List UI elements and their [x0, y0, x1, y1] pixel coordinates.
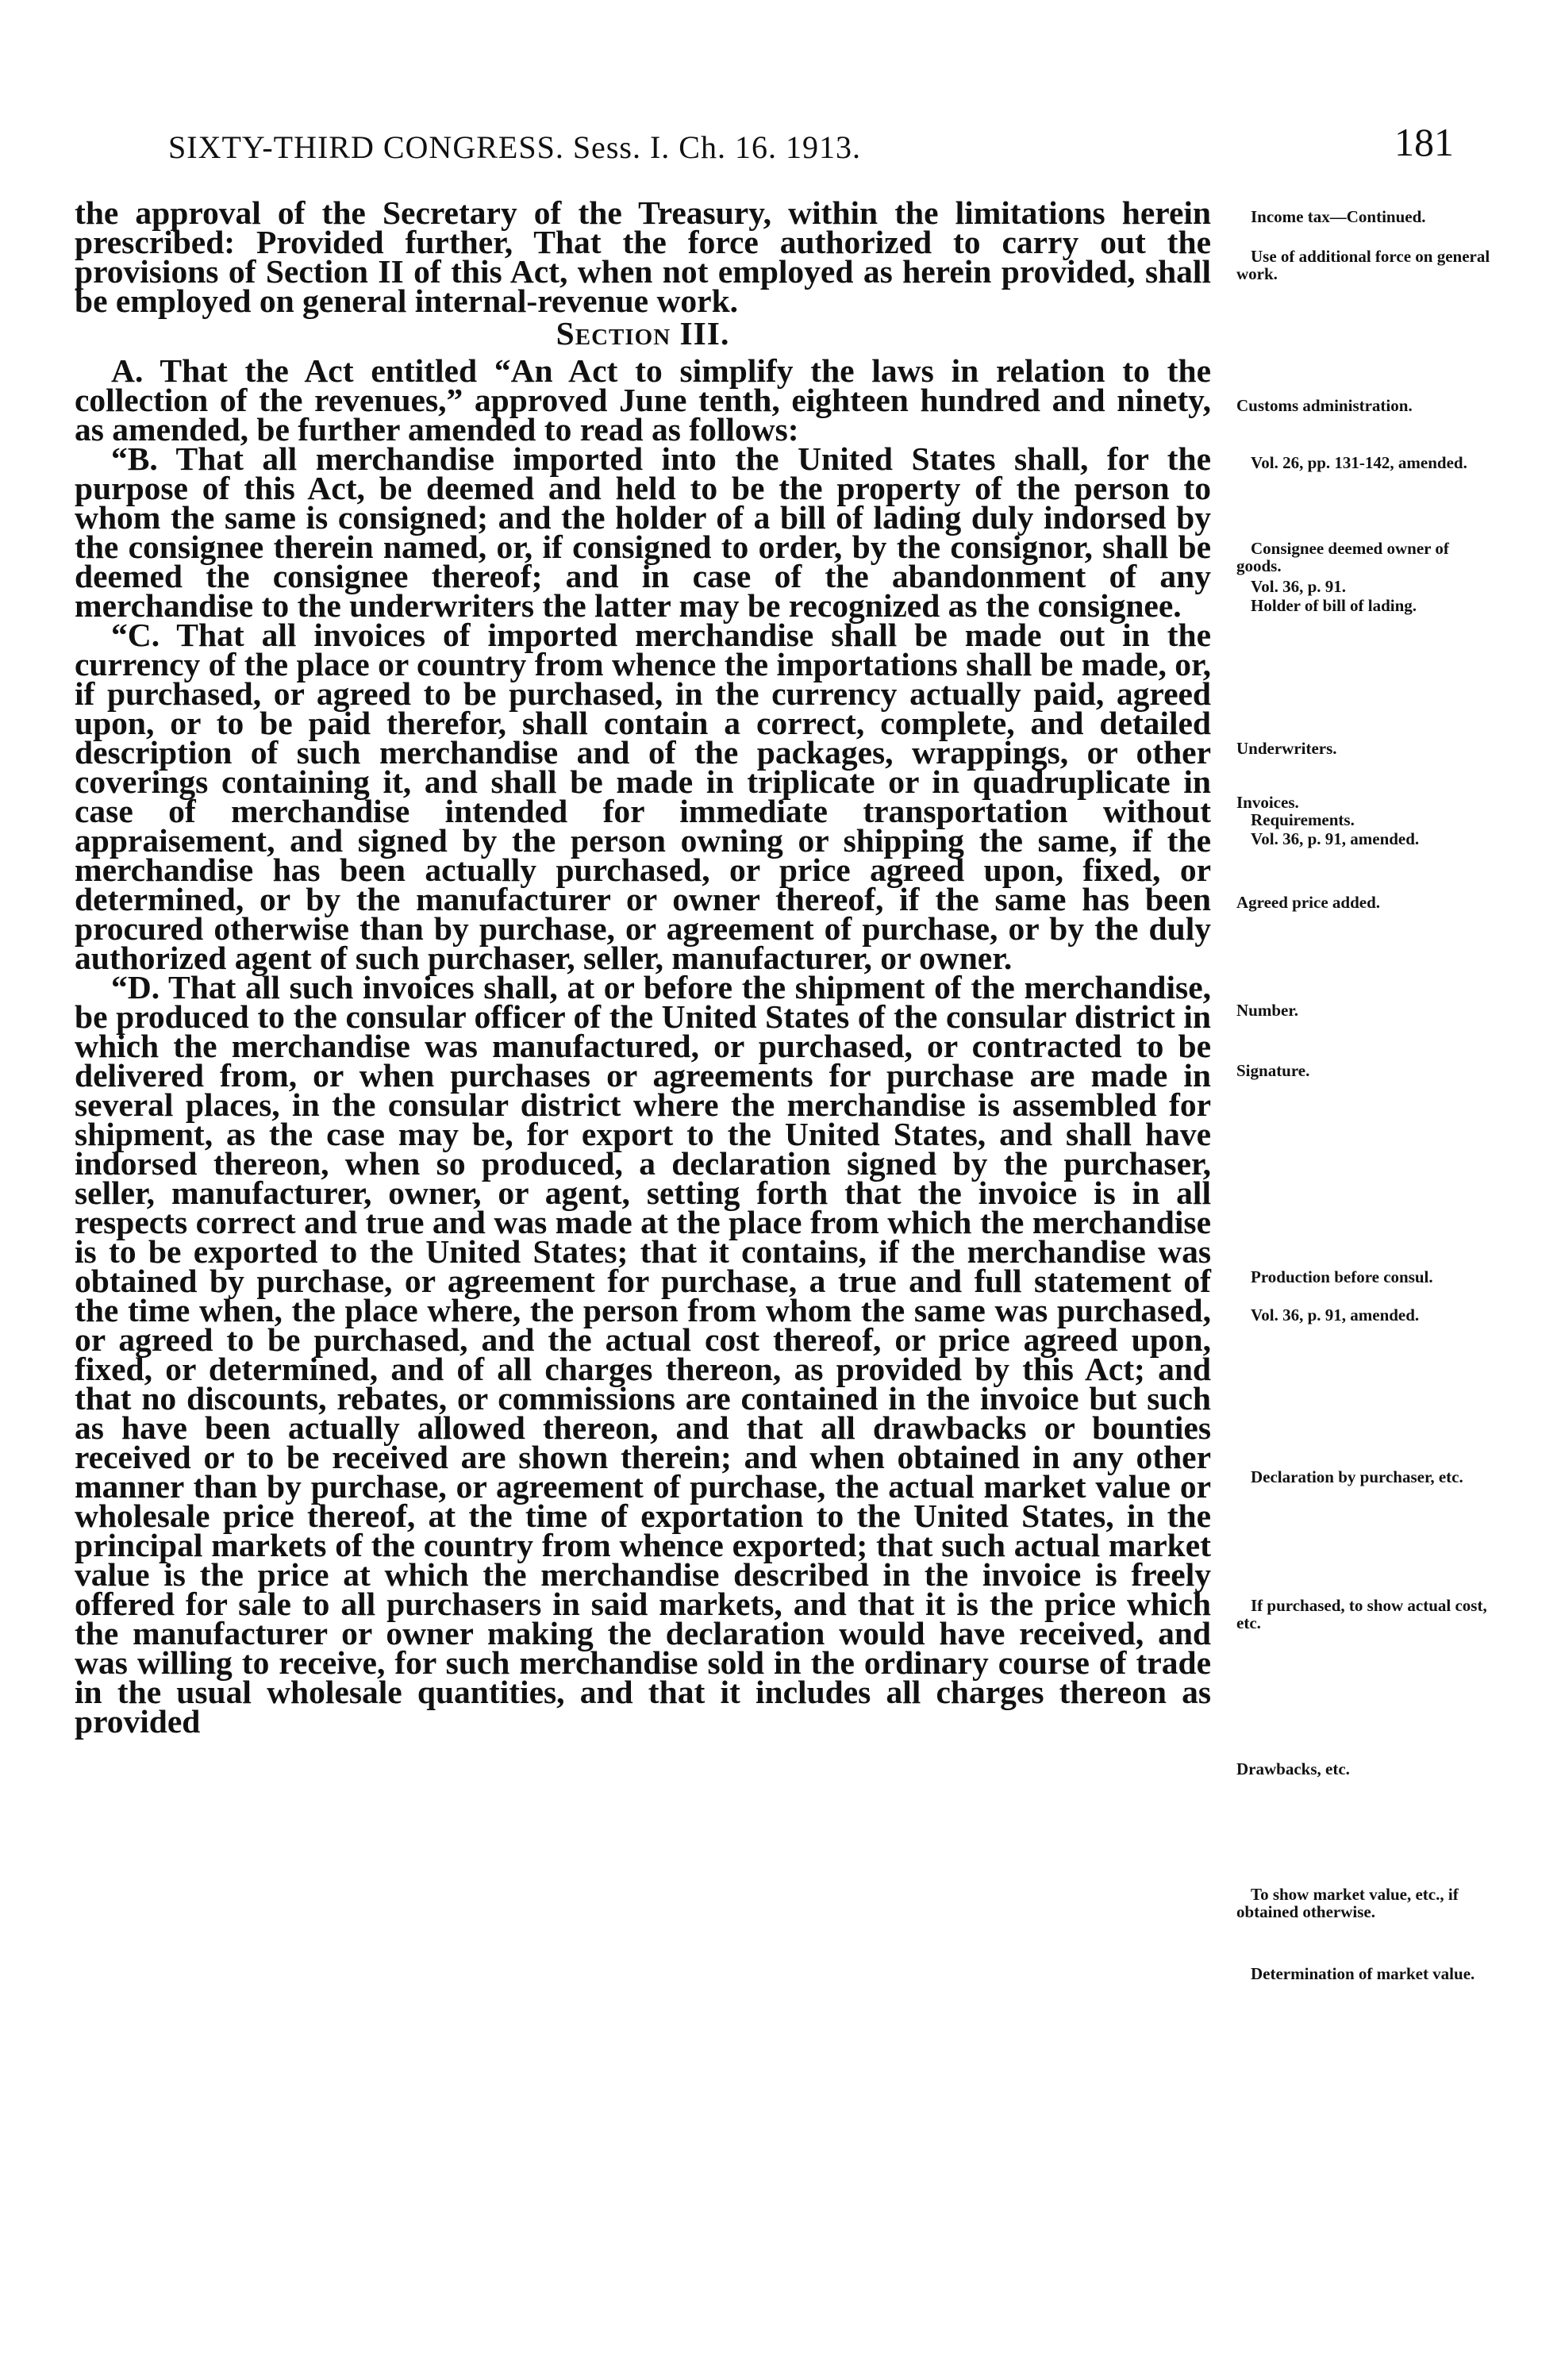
- margin-note-declaration: Declaration by purchaser, etc.: [1251, 1467, 1463, 1486]
- margin-note-market-value: To show market value, etc., if obtained otherwise.: [1236, 1885, 1459, 1921]
- margin-note-income-tax: Income tax—Continued.: [1251, 207, 1426, 226]
- margin-note-actual-cost: If purchased, to show actual cost, etc.: [1236, 1596, 1487, 1632]
- margin-note-invoices: Invoices.: [1236, 793, 1299, 812]
- margin-note-number: Number.: [1236, 1001, 1298, 1020]
- margin-note-customs: Customs administration.: [1236, 396, 1413, 415]
- margin-note-vol36-c: Vol. 36, p. 91, amended.: [1251, 1305, 1420, 1325]
- margin-note-drawbacks: Drawbacks, etc.: [1236, 1759, 1350, 1778]
- margin-note-signature: Signature.: [1236, 1061, 1310, 1080]
- margin-note-determination: Determination of market value.: [1251, 1964, 1475, 1983]
- margin-note-consignee: Consignee deemed owner of goods.: [1236, 539, 1449, 575]
- running-head-title: SIXTY-THIRD CONGRESS. Sess. I. Ch. 16. 1913.: [168, 129, 861, 165]
- margin-note-vol26: Vol. 26, pp. 131-142, amended.: [1251, 453, 1467, 472]
- margin-note-underwriters: Underwriters.: [1236, 739, 1337, 758]
- page-number: 181: [1394, 120, 1454, 164]
- paragraph-a: A. That the Act entitled “An Act to simplify the laws in relation to the collection of the revenues,” approved June tenth, eighteen hundred and ninety, as amended, be further amended to read as follows:: [75, 352, 1211, 448]
- running-head: [168, 119, 1454, 175]
- margin-note-production: Production before consul.: [1251, 1267, 1433, 1286]
- main-text-column: [75, 194, 1211, 1740]
- paragraph-c: “C. That all invoices of imported merchandise shall be made out in the currency of the place or country from whence the importations shall be made, or, if purchased, or agreed to be purchased, in the currency actually paid, agreed upon, or to be paid therefor, shall contain a correct, complete, and detailed description of such merchandise and of the packages, wrappings, or other coverings containing it, and shall be made in triplicate or in quadruplicate in case of merchandise intended for immediate transportation without appraisement, and signed by the person owning or shipping the same, if the merchandise has been actually purchased, or price agreed upon, fixed, or determined, or by the manufacturer or owner thereof, if the same has been procured otherwise than by purchase, or agreement of purchase, or by the duly authorized agent of such purchaser, seller, manufacturer, or owner.: [75, 617, 1211, 976]
- paragraph-b: “B. That all merchandise imported into the United States shall, for the purpose of this Act, be deemed and held to be the property of the person to whom the same is consigned; and the holder of a bill of lading duly indorsed by the consignee therein named, or, if consigned to order, by the consignor, shall be deemed the consignee thereof; and in case of the abandonment of any merchandise to the underwriters the latter may be recognized as the consignee.: [75, 440, 1211, 624]
- margin-note-holder: Holder of bill of lading.: [1251, 596, 1417, 615]
- margin-note-additional-force: Use of additional force on general work.: [1236, 247, 1490, 283]
- paragraph-d: “D. That all such invoices shall, at or before the shipment of the merchandise, be produced to the consular officer of the United States of the consular district in which the merchandise was manufactured, or purchased, or contracted to be delivered from, or when purchases or agreements for purchase are made in several places, in the consular district where the merchandise is assembled for shipment, as the case may be, for export to the United States, and shall have indorsed thereon, when so produced, a declaration signed by the purchaser, seller, manufacturer, owner, or agent, setting forth that the invoice is in all respects correct and true and was made at the place from which the merchandise is to be exported to the United States; that it contains, if the merchandise was obtained by purchase, or agreement for purchase, a true and full statement of the time when, the place where, the person from whom the same was purchased, or agreed to be purchased, and the actual cost thereof, or price agreed upon, fixed, or determined, and of all charges thereon, as provided by this Act; and that no discounts, rebates, or commissions are contained in the invoice but such as have been actually allowed thereon, and that all drawbacks or bounties received or to be received are shown therein; and when obtained in any other manner than by purchase, or agreement of purchase, the actual market value or wholesale price thereof, at the time of exportation to the United States, in the principal markets of the country from whence exported; that such actual market value is the price at which the merchandise described in the invoice is freely offered for sale to all purchasers in said markets, and that it is the price which the manufacturer or owner making the declaration would have received, and was willing to receive, for such merchandise sold in the ordinary course of trade in the usual wholesale quantities, and that it includes all charges thereon as provided: [75, 969, 1211, 1740]
- margin-note-requirements: Requirements.: [1251, 810, 1355, 829]
- section-heading: Section III.: [556, 315, 730, 352]
- opening-paragraph: the approval of the Secretary of the Treasury, within the limitations herein prescribed: Provided further, That the force authorized to carry out the provisions of Section II of this Act, when not employed as herein provided, shall be employed on general internal-revenue work.: [75, 194, 1211, 319]
- margin-note-agreed-price: Agreed price added.: [1236, 893, 1381, 912]
- margin-note-vol36-a: Vol. 36, p. 91.: [1251, 577, 1347, 596]
- margin-notes: [1236, 198, 1498, 2341]
- margin-note-vol36-b: Vol. 36, p. 91, amended.: [1251, 829, 1420, 848]
